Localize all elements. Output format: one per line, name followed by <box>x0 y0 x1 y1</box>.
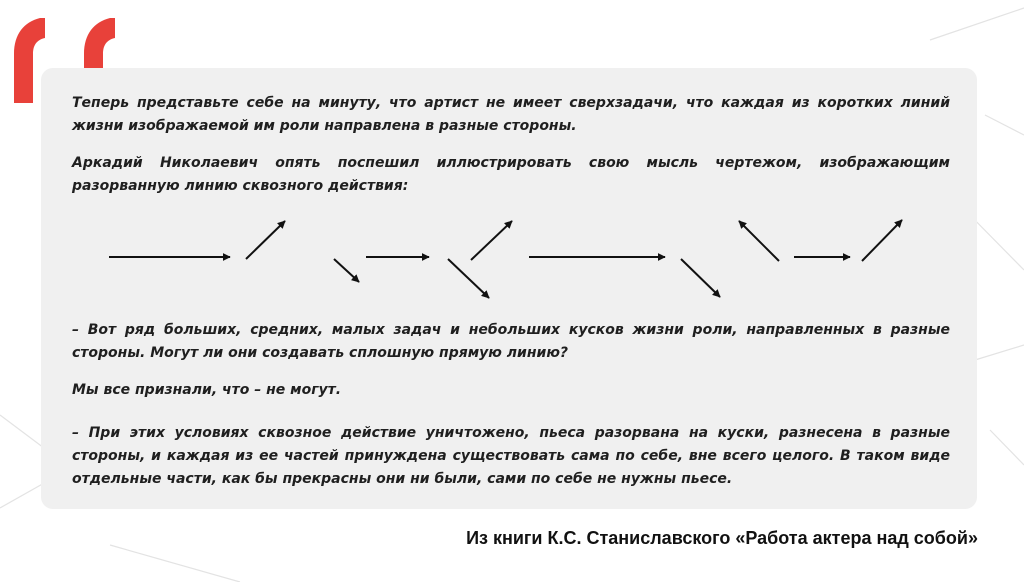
diagram-arrow <box>448 259 489 298</box>
quote-source: Из книги К.С. Станиславского «Работа актера над собой» <box>466 528 978 548</box>
diagram-arrow <box>334 259 359 282</box>
diagram-arrow <box>246 221 285 259</box>
diagram-arrow <box>862 220 902 261</box>
diagram-arrow <box>739 221 779 261</box>
diagram-arrow <box>681 259 720 297</box>
diagram-arrow <box>471 221 512 260</box>
quote-card <box>41 68 977 509</box>
quote-paragraph-question: – Вот ряд больших, средних, малых задач и небольших кусков жизни роли, направленных в разные стороны. Могут ли они создавать сплошную прямую линию? <box>72 322 950 361</box>
quote-paragraph-answer: Мы все признали, что – не могут. <box>72 382 342 398</box>
quote-paragraph-intro: Теперь представьте себе на минуту, что артист не имеет сверхзадачи, что каждая из коротких линий жизни изображаемой им роли направлена в разные стороны. <box>72 95 950 134</box>
quote-paragraph-conclusion: – При этих условиях сквозное действие уничтожено, пьеса разорвана на куски, разнесена в разные стороны, и каждая из ее частей принуждена существовать сама по себе, вне всего целого. В таком виде отдельные части, как бы прекрасны они ни были, сами по себе не нужны пьесе. <box>72 425 950 487</box>
quote-paragraph-diagram-intro: Аркадий Николаевич опять поспешил иллюстрировать свою мысль чертежом, изображающим разорванную линию сквозного действия: <box>72 155 950 194</box>
